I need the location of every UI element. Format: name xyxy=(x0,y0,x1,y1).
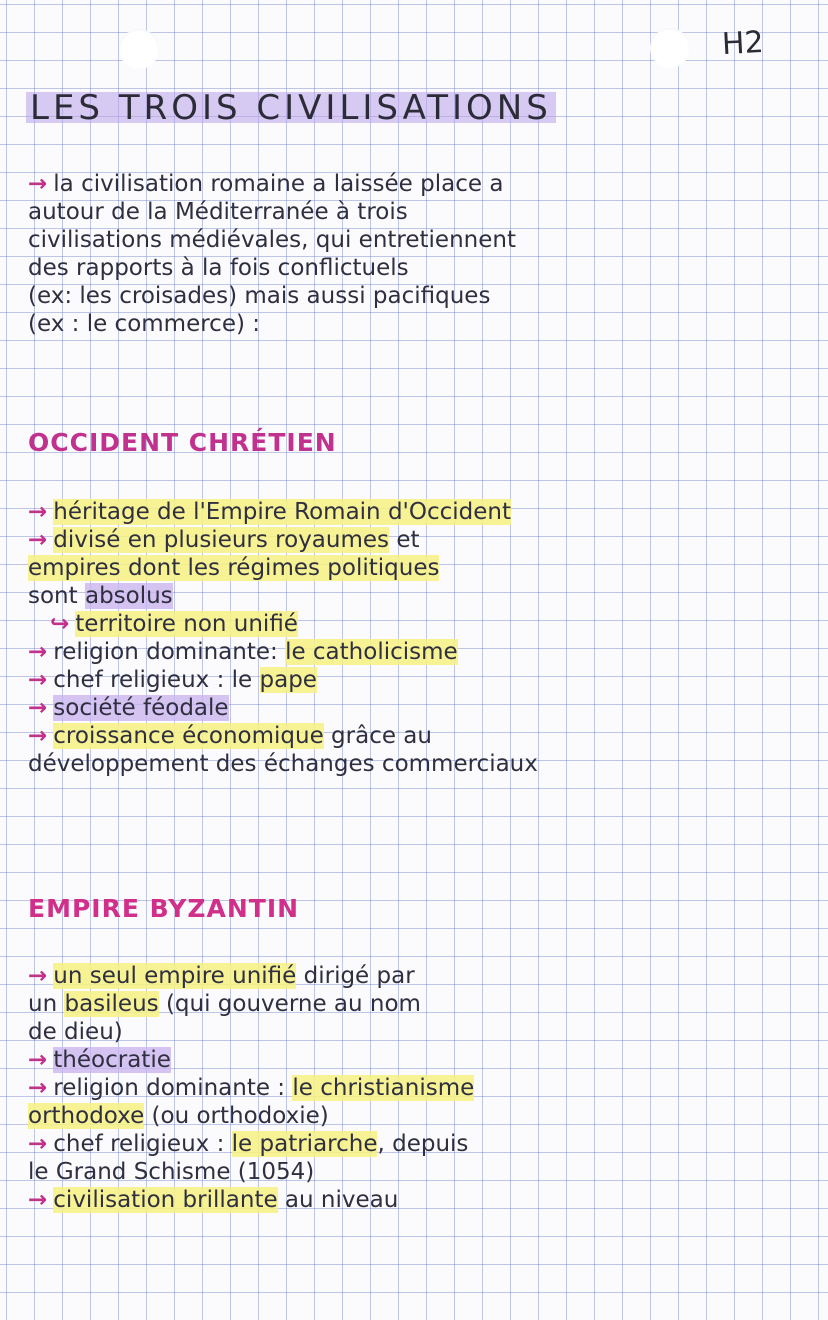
highlighted-text: orthodoxe xyxy=(28,1103,145,1129)
arrow-icon: → xyxy=(28,499,48,525)
arrow-icon: → xyxy=(28,723,48,749)
highlighted-text: pape xyxy=(259,667,317,693)
highlighted-text: absolus xyxy=(84,583,173,609)
arrow-icon: → xyxy=(28,667,48,693)
highlighted-text: croissance économique xyxy=(53,723,324,749)
note-line xyxy=(28,666,812,694)
binder-hole-right xyxy=(650,28,690,68)
note-line xyxy=(28,554,812,582)
arrow-icon: → xyxy=(28,639,48,665)
page-number: H2 xyxy=(721,24,765,63)
highlighted-text: un seul empire unifié xyxy=(53,963,297,989)
arrow-icon: → xyxy=(28,171,48,197)
section-heading-byzantin: EMPIRE BYZANTIN xyxy=(28,894,300,923)
intro-line: autour de la Méditerranée à trois xyxy=(28,199,408,225)
note-line xyxy=(28,498,812,526)
note-text: de dieu) xyxy=(28,1019,123,1045)
note-text: le Grand Schisme (1054) xyxy=(28,1159,315,1185)
intro-line: (ex : le commerce) : xyxy=(28,311,261,337)
note-text: un xyxy=(28,991,65,1017)
highlighted-text: le catholicisme xyxy=(285,639,458,665)
arrow-icon: → xyxy=(28,1075,48,1101)
intro-line: (ex: les croisades) mais aussi pacifiques xyxy=(28,283,491,309)
section-byzantin-body xyxy=(28,962,812,1214)
note-line xyxy=(28,1158,812,1186)
note-line xyxy=(28,526,812,554)
highlighted-text: divisé en plusieurs royaumes xyxy=(53,527,390,553)
page-title xyxy=(26,88,556,128)
note-text: chef religieux : xyxy=(53,1131,232,1157)
note-line xyxy=(28,1102,812,1130)
note-text: religion dominante: xyxy=(53,639,286,665)
arrow-icon: → xyxy=(28,1047,48,1073)
note-text: , depuis xyxy=(377,1131,469,1157)
note-line xyxy=(28,962,812,990)
note-line xyxy=(28,582,812,610)
arrow-icon: → xyxy=(28,695,48,721)
intro-line: → la civilisation romaine a laissée place a xyxy=(28,171,504,197)
highlighted-text: théocratie xyxy=(53,1047,171,1073)
note-text: sont xyxy=(28,583,85,609)
arrow-icon: → xyxy=(28,1131,48,1157)
section-occident-body xyxy=(28,498,812,778)
section-heading-occident: OCCIDENT CHRÉTIEN xyxy=(28,428,337,457)
note-text: chef religieux : le xyxy=(53,667,260,693)
highlighted-text: le patriarche xyxy=(231,1131,378,1157)
note-text: au niveau xyxy=(277,1187,399,1213)
note-line xyxy=(28,694,812,722)
highlighted-text: basileus xyxy=(64,991,159,1017)
binder-hole-left xyxy=(119,29,159,69)
note-text: (qui gouverne au nom xyxy=(158,991,421,1017)
note-text: dirigé par xyxy=(296,963,415,989)
note-line xyxy=(28,610,812,638)
note-line xyxy=(28,750,812,778)
highlighted-text: territoire non unifié xyxy=(75,611,298,637)
highlighted-text: héritage de l'Empire Romain d'Occident xyxy=(53,499,511,525)
highlighted-text: le christianisme xyxy=(292,1075,475,1101)
intro-line: des rapports à la fois conflictuels xyxy=(28,255,409,281)
arrow-icon: → xyxy=(28,963,48,989)
note-text: et xyxy=(389,527,420,553)
intro-line: civilisations médiévales, qui entretiennent xyxy=(28,227,516,253)
arrow-icon: ↪ xyxy=(50,611,70,637)
page-title-text: LES TROIS CIVILISATIONS xyxy=(26,88,556,128)
note-line xyxy=(28,1046,812,1074)
highlighted-text: société féodale xyxy=(53,695,229,721)
highlighted-text: civilisation brillante xyxy=(53,1187,278,1213)
note-line xyxy=(28,638,812,666)
note-text: développement des échanges commerciaux xyxy=(28,751,538,777)
note-text: grâce au xyxy=(323,723,432,749)
note-line xyxy=(28,1186,812,1214)
note-line xyxy=(28,1074,812,1102)
note-text: religion dominante : xyxy=(53,1075,293,1101)
highlighted-text: empires dont les régimes politiques xyxy=(28,555,440,581)
arrow-icon: → xyxy=(28,1187,48,1213)
note-line xyxy=(28,990,812,1018)
intro-paragraph xyxy=(28,170,812,338)
arrow-icon: → xyxy=(28,527,48,553)
note-line xyxy=(28,722,812,750)
note-text: (ou orthodoxie) xyxy=(144,1103,329,1129)
note-line xyxy=(28,1018,812,1046)
note-line xyxy=(28,1130,812,1158)
